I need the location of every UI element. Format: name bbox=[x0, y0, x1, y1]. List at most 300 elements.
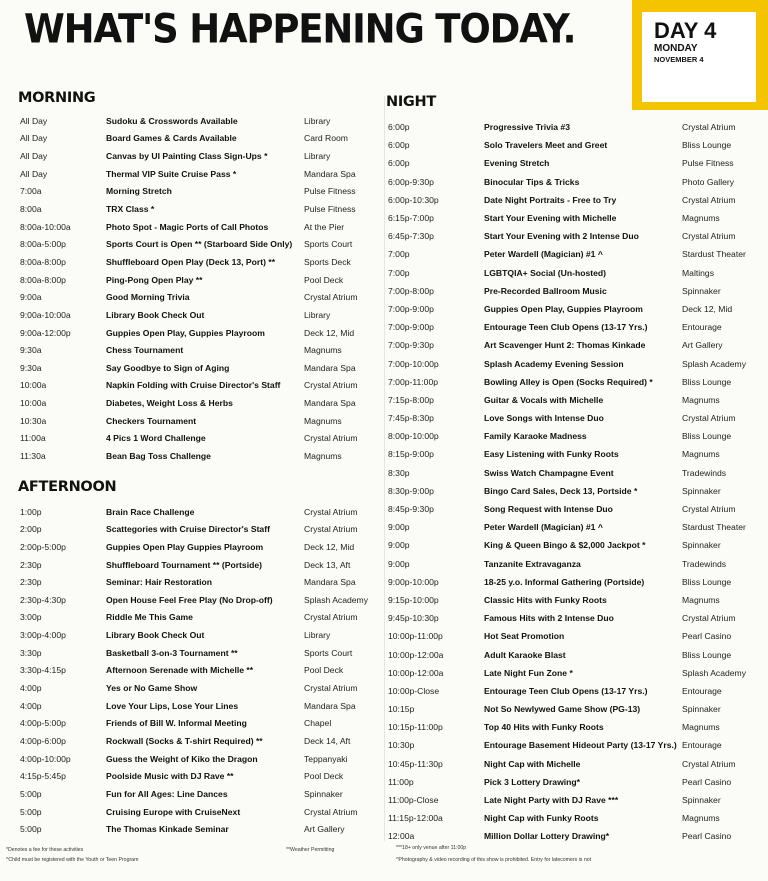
event-name: Board Games & Cards Available bbox=[106, 133, 237, 144]
event-name: Sports Court is Open ** (Starboard Side Only) bbox=[106, 239, 293, 250]
event-name: Adult Karaoke Blast bbox=[484, 649, 566, 660]
schedule-row bbox=[386, 336, 758, 354]
event-time: 9:30a bbox=[20, 362, 42, 373]
event-venue: Deck 12, Mid bbox=[304, 541, 355, 552]
schedule-row bbox=[18, 235, 380, 253]
event-venue: Deck 14, Aft bbox=[304, 735, 351, 746]
event-name: Thermal VIP Suite Cruise Pass * bbox=[106, 168, 237, 179]
event-venue: Bliss Lounge bbox=[682, 140, 732, 151]
event-time: 7:00p-8:00p bbox=[388, 285, 434, 296]
event-venue: Crystal Atrium bbox=[304, 683, 358, 694]
event-name: Chess Tournament bbox=[106, 345, 184, 356]
event-venue: Pool Deck bbox=[304, 665, 344, 676]
schedule-row bbox=[386, 282, 758, 300]
morning-schedule bbox=[18, 112, 380, 465]
event-name: Sudoku & Crosswords Available bbox=[106, 115, 238, 126]
event-name: Shuffleboard Tournament ** (Portside) bbox=[106, 559, 262, 570]
schedule-row bbox=[386, 227, 758, 245]
schedule-row bbox=[18, 112, 380, 130]
event-venue: Crystal Atrium bbox=[304, 612, 358, 623]
schedule-row bbox=[18, 377, 380, 395]
event-name: Start Your Evening with 2 Intense Duo bbox=[484, 231, 639, 242]
event-time: 3:30p-4:15p bbox=[20, 665, 66, 676]
event-name: Hot Seat Promotion bbox=[484, 631, 565, 642]
event-time: 6:00p bbox=[388, 140, 410, 151]
event-time: 11:15p-12:00a bbox=[388, 813, 443, 824]
schedule-row bbox=[18, 820, 380, 838]
event-name: Million Dollar Lottery Drawing* bbox=[484, 831, 610, 842]
event-name: Binocular Tips & Tricks bbox=[484, 176, 580, 187]
event-name: Easy Listening with Funky Roots bbox=[484, 449, 619, 460]
event-name: Seminar: Hair Restoration bbox=[106, 577, 213, 588]
event-name: Diabetes, Weight Loss & Herbs bbox=[106, 398, 233, 409]
event-time: 6:00p-9:30p bbox=[388, 176, 434, 187]
schedule-row bbox=[18, 556, 380, 574]
event-name: Top 40 Hits with Funky Roots bbox=[484, 722, 604, 733]
event-time: 10:15p bbox=[388, 704, 415, 715]
event-venue: Magnums bbox=[304, 415, 342, 426]
schedule-row bbox=[18, 750, 380, 768]
event-venue: Pearl Casino bbox=[682, 631, 732, 642]
schedule-row bbox=[386, 318, 758, 336]
event-time: 9:45p-10:30p bbox=[388, 613, 439, 624]
event-time: 6:00p bbox=[388, 158, 410, 169]
event-time: 3:30p bbox=[20, 647, 42, 658]
schedule-row bbox=[18, 430, 380, 448]
event-venue: Crystal Atrium bbox=[682, 758, 736, 769]
day-badge-panel bbox=[642, 12, 756, 102]
event-time: 1:00p bbox=[20, 506, 42, 517]
event-venue: Crystal Atrium bbox=[682, 413, 736, 424]
event-time: 7:45p-8:30p bbox=[388, 413, 434, 424]
event-name: Riddle Me This Game bbox=[106, 612, 193, 623]
event-name: King & Queen Bingo & $2,000 Jackpot * bbox=[484, 540, 646, 551]
schedule-row bbox=[18, 573, 380, 591]
event-time: 7:00p bbox=[388, 249, 410, 260]
event-name: Entourage Teen Club Opens (13-17 Yrs.) bbox=[484, 322, 648, 333]
schedule-row bbox=[386, 682, 758, 700]
event-venue: Entourage bbox=[682, 322, 722, 333]
event-time: 3:00p-4:00p bbox=[20, 630, 66, 641]
event-time: 2:30p bbox=[20, 577, 42, 588]
event-name: Rockwall (Socks & T-shirt Required) ** bbox=[106, 735, 263, 746]
event-time: 10:00a bbox=[20, 398, 47, 409]
schedule-row bbox=[386, 736, 758, 754]
event-venue: Deck 13, Aft bbox=[304, 559, 351, 570]
event-name: Library Book Check Out bbox=[106, 630, 205, 641]
event-time: 7:00p-10:00p bbox=[388, 358, 439, 369]
event-name: Progressive Trivia #3 bbox=[484, 122, 570, 133]
event-time: 11:00p bbox=[388, 776, 414, 787]
event-venue: Library bbox=[304, 309, 331, 320]
event-name: Checkers Tournament bbox=[106, 415, 197, 426]
event-name: Pick 3 Lottery Drawing* bbox=[484, 776, 580, 787]
event-venue: Spinnaker bbox=[682, 485, 721, 496]
schedule-row bbox=[386, 573, 758, 591]
event-time: 10:45p-11:30p bbox=[388, 758, 443, 769]
event-time: 5:00p bbox=[20, 806, 42, 817]
event-name: Napkin Folding with Cruise Director's Staff bbox=[106, 380, 281, 391]
event-name: Cruising Europe with CruiseNext bbox=[106, 806, 241, 817]
event-venue: Spinnaker bbox=[682, 540, 721, 551]
event-name: Photo Spot - Magic Ports of Call Photos bbox=[106, 221, 269, 232]
event-venue: Magnums bbox=[682, 449, 720, 460]
event-name: Evening Stretch bbox=[484, 158, 550, 169]
event-time: 8:45p-9:30p bbox=[388, 504, 434, 515]
event-venue: Stardust Theater bbox=[682, 522, 746, 533]
schedule-row bbox=[386, 445, 758, 463]
schedule-row bbox=[18, 538, 380, 556]
event-venue: Crystal Atrium bbox=[304, 806, 358, 817]
event-venue: Deck 12, Mid bbox=[304, 327, 355, 338]
footnote-age: ***18+ only venue after 11:00p bbox=[396, 845, 467, 851]
schedule-row bbox=[18, 732, 380, 750]
event-venue: Photo Gallery bbox=[682, 176, 735, 187]
event-time: 6:45p-7:30p bbox=[388, 231, 434, 242]
event-name: Splash Academy Evening Session bbox=[484, 358, 624, 369]
event-time: All Day bbox=[20, 115, 48, 126]
event-time: 9:00a-10:00a bbox=[20, 309, 71, 320]
event-time: 10:00p-11:00p bbox=[388, 631, 443, 642]
schedule-row bbox=[386, 809, 758, 827]
event-time: 10:00p-Close bbox=[388, 685, 440, 696]
event-name: Night Cap with Michelle bbox=[484, 758, 581, 769]
event-name: Pre-Recorded Ballroom Music bbox=[484, 285, 607, 296]
left-column bbox=[18, 88, 380, 838]
event-venue: Tradewinds bbox=[682, 558, 727, 569]
event-name: Entourage Teen Club Opens (13-17 Yrs.) bbox=[484, 685, 648, 696]
event-name: Love Songs with Intense Duo bbox=[484, 413, 604, 424]
event-time: All Day bbox=[20, 168, 48, 179]
event-name: Bingo Card Sales, Deck 13, Portside * bbox=[484, 485, 638, 496]
event-venue: Crystal Atrium bbox=[682, 613, 736, 624]
event-time: 4:15p-5:45p bbox=[20, 771, 66, 782]
event-name: Fun for All Ages: Line Dances bbox=[106, 788, 228, 799]
schedule-row bbox=[386, 773, 758, 791]
event-venue: Mandara Spa bbox=[304, 168, 356, 179]
schedule-row bbox=[18, 394, 380, 412]
event-venue: Mandara Spa bbox=[304, 398, 356, 409]
event-name: Not So Newlywed Game Show (PG-13) bbox=[484, 704, 641, 715]
event-name: Late Night Fun Zone * bbox=[484, 667, 573, 678]
event-venue: Pulse Fitness bbox=[304, 186, 356, 197]
event-time: 7:00p-9:00p bbox=[388, 303, 434, 314]
event-time: 10:00p-12:00a bbox=[388, 667, 444, 678]
schedule-row bbox=[18, 626, 380, 644]
schedule-row bbox=[386, 718, 758, 736]
event-venue: Pulse Fitness bbox=[304, 204, 356, 215]
event-time: 5:00p bbox=[20, 824, 42, 835]
event-time: 8:00a-8:00p bbox=[20, 256, 66, 267]
schedule-row bbox=[18, 130, 380, 148]
event-name: Canvas by UI Painting Class Sign-Ups * bbox=[106, 151, 268, 162]
event-time: 4:00p-10:00p bbox=[20, 753, 71, 764]
night-schedule bbox=[386, 118, 758, 846]
schedule-row bbox=[386, 354, 758, 372]
event-time: 9:00p-10:00p bbox=[388, 576, 439, 587]
schedule-row bbox=[18, 147, 380, 165]
event-time: All Day bbox=[20, 133, 48, 144]
event-name: Peter Wardell (Magician) #1 ^ bbox=[484, 522, 603, 533]
event-venue: Splash Academy bbox=[682, 667, 747, 678]
event-venue: Magnums bbox=[682, 722, 720, 733]
event-time: 4:00p-6:00p bbox=[20, 735, 66, 746]
event-name: Shuffleboard Open Play (Deck 13, Port) ** bbox=[106, 256, 276, 267]
event-time: 2:30p bbox=[20, 559, 42, 570]
footnote-weather: **Weather Permitting bbox=[286, 847, 335, 853]
event-name: Ping-Pong Open Play ** bbox=[106, 274, 203, 285]
event-venue: Crystal Atrium bbox=[682, 504, 736, 515]
event-venue: Splash Academy bbox=[304, 594, 369, 605]
event-time: 10:30a bbox=[20, 415, 47, 426]
event-venue: Crystal Atrium bbox=[304, 380, 358, 391]
event-name: Guitar & Vocals with Michelle bbox=[484, 394, 604, 405]
day-weekday: MONDAY bbox=[654, 43, 698, 54]
event-venue: Magnums bbox=[304, 345, 342, 356]
event-venue: Splash Academy bbox=[682, 358, 747, 369]
afternoon-heading: AFTERNOON bbox=[18, 478, 117, 495]
schedule-row bbox=[18, 609, 380, 627]
event-name: Poolside Music with DJ Rave ** bbox=[106, 771, 234, 782]
event-venue: Art Gallery bbox=[304, 824, 345, 835]
event-venue: Crystal Atrium bbox=[304, 433, 358, 444]
event-venue: Crystal Atrium bbox=[304, 524, 358, 535]
event-venue: Maltings bbox=[682, 267, 714, 278]
event-name: LGBTQIA+ Social (Un-hosted) bbox=[484, 267, 606, 278]
event-name: Scattegories with Cruise Director's Staff bbox=[106, 524, 270, 535]
schedule-row bbox=[386, 191, 758, 209]
morning-heading: MORNING bbox=[18, 90, 96, 106]
event-time: 4:00p bbox=[20, 700, 42, 711]
event-time: 10:30p bbox=[388, 740, 415, 751]
event-venue: Mandara Spa bbox=[304, 362, 356, 373]
schedule-row bbox=[18, 324, 380, 342]
schedule-row bbox=[386, 118, 758, 136]
schedule-row bbox=[18, 412, 380, 430]
event-time: All Day bbox=[20, 151, 48, 162]
schedule-row bbox=[386, 136, 758, 154]
schedule-row bbox=[18, 288, 380, 306]
footnote-photo: ^Photography & video recording of this show is prohibited. Entry for latecomers is not bbox=[396, 857, 592, 863]
event-venue: Deck 12, Mid bbox=[682, 303, 733, 314]
schedule-row bbox=[18, 803, 380, 821]
event-name: Start Your Evening with Michelle bbox=[484, 213, 617, 224]
event-time: 11:00p-Close bbox=[388, 795, 439, 806]
schedule-row bbox=[386, 173, 758, 191]
event-time: 8:30p-9:00p bbox=[388, 485, 434, 496]
event-venue: Entourage bbox=[682, 685, 722, 696]
event-time: 7:00p-9:30p bbox=[388, 340, 434, 351]
event-name: Brain Race Challenge bbox=[106, 506, 195, 517]
event-venue: Magnums bbox=[682, 594, 720, 605]
event-time: 7:00a bbox=[20, 186, 42, 197]
event-time: 7:00p-11:00p bbox=[388, 376, 439, 387]
event-venue: Magnums bbox=[304, 450, 342, 461]
schedule-row bbox=[18, 785, 380, 803]
event-time: 4:00p bbox=[20, 683, 42, 694]
event-time: 9:00p bbox=[388, 558, 410, 569]
schedule-row bbox=[386, 264, 758, 282]
event-venue: Library bbox=[304, 115, 331, 126]
schedule-row bbox=[18, 662, 380, 680]
event-name: Good Morning Trivia bbox=[106, 292, 190, 303]
event-name: Peter Wardell (Magician) #1 ^ bbox=[484, 249, 603, 260]
event-name: Famous Hits with 2 Intense Duo bbox=[484, 613, 614, 624]
event-name: Bean Bag Toss Challenge bbox=[106, 450, 211, 461]
event-venue: Tradewinds bbox=[682, 467, 727, 478]
event-name: Morning Stretch bbox=[106, 186, 172, 197]
schedule-row bbox=[18, 359, 380, 377]
event-time: 8:30p bbox=[388, 467, 410, 478]
event-time: 9:00p bbox=[388, 540, 410, 551]
event-name: Family Karaoke Madness bbox=[484, 431, 587, 442]
event-name: Tanzanite Extravaganza bbox=[484, 558, 581, 569]
event-venue: Sports Court bbox=[304, 239, 353, 250]
event-name: Night Cap with Funky Roots bbox=[484, 813, 599, 824]
event-time: 9:00a-12:00p bbox=[20, 327, 71, 338]
event-name: Guppies Open Play Guppies Playroom bbox=[106, 541, 264, 552]
schedule-row bbox=[386, 500, 758, 518]
schedule-row bbox=[386, 482, 758, 500]
event-name: Date Night Portraits - Free to Try bbox=[484, 194, 617, 205]
schedule-row bbox=[386, 555, 758, 573]
event-name: Say Goodbye to Sign of Aging bbox=[106, 362, 230, 373]
event-name: Basketball 3-on-3 Tournament ** bbox=[106, 647, 238, 658]
schedule-row bbox=[386, 700, 758, 718]
event-name: Love Your Lips, Lose Your Lines bbox=[106, 700, 239, 711]
event-time: 8:00p-10:00p bbox=[388, 431, 439, 442]
schedule-row bbox=[18, 253, 380, 271]
schedule-row bbox=[18, 341, 380, 359]
event-venue: Entourage bbox=[682, 740, 722, 751]
event-time: 8:00a-10:00a bbox=[20, 221, 71, 232]
event-name: Yes or No Game Show bbox=[106, 683, 198, 694]
schedule-row bbox=[386, 300, 758, 318]
event-time: 4:00p-5:00p bbox=[20, 718, 66, 729]
event-time: 9:30a bbox=[20, 345, 42, 356]
event-time: 8:00a bbox=[20, 204, 42, 215]
event-time: 6:00p-10:30p bbox=[388, 194, 439, 205]
event-venue: Crystal Atrium bbox=[304, 506, 358, 517]
event-name: Song Request with Intense Duo bbox=[484, 504, 613, 515]
event-time: 3:00p bbox=[20, 612, 42, 623]
schedule-row bbox=[18, 767, 380, 785]
schedule-row bbox=[386, 827, 758, 845]
schedule-row bbox=[386, 409, 758, 427]
event-time: 6:00p bbox=[388, 122, 410, 133]
event-venue: Bliss Lounge bbox=[682, 576, 732, 587]
event-venue: Magnums bbox=[682, 394, 720, 405]
schedule-row bbox=[18, 271, 380, 289]
schedule-row bbox=[386, 755, 758, 773]
event-venue: Pool Deck bbox=[304, 274, 344, 285]
event-name: Bowling Alley is Open (Socks Required) * bbox=[484, 376, 653, 387]
event-venue: Magnums bbox=[682, 213, 720, 224]
schedule-row bbox=[386, 609, 758, 627]
schedule-row bbox=[386, 791, 758, 809]
afternoon-schedule bbox=[18, 503, 380, 838]
event-time: 9:15p-10:00p bbox=[388, 594, 439, 605]
event-venue: Sports Deck bbox=[304, 256, 351, 267]
event-venue: Pearl Casino bbox=[682, 776, 732, 787]
schedule-row bbox=[386, 373, 758, 391]
event-venue: Mandara Spa bbox=[304, 700, 356, 711]
event-time: 2:00p-5:00p bbox=[20, 541, 66, 552]
schedule-row bbox=[18, 183, 380, 201]
schedule-row bbox=[18, 200, 380, 218]
event-venue: Spinnaker bbox=[304, 788, 343, 799]
schedule-row bbox=[18, 165, 380, 183]
schedule-row bbox=[18, 447, 380, 465]
event-name: Guppies Open Play, Guppies Playroom bbox=[106, 327, 265, 338]
day-date: NOVEMBER 4 bbox=[654, 55, 704, 64]
schedule-row bbox=[386, 464, 758, 482]
event-name: Solo Travelers Meet and Greet bbox=[484, 140, 608, 151]
event-time: 10:00a bbox=[20, 380, 47, 391]
schedule-row bbox=[18, 591, 380, 609]
event-name: Library Book Check Out bbox=[106, 309, 205, 320]
event-time: 8:00a-8:00p bbox=[20, 274, 66, 285]
event-time: 11:00a bbox=[20, 433, 46, 444]
page-title: WHAT'S HAPPENING TODAY. bbox=[24, 6, 576, 53]
event-name: Entourage Basement Hideout Party (13-17 Yrs.) bbox=[484, 740, 677, 751]
event-name: Art Scavenger Hunt 2: Thomas Kinkade bbox=[484, 340, 646, 351]
event-time: 7:00p bbox=[388, 267, 410, 278]
event-venue: Library bbox=[304, 151, 331, 162]
schedule-row bbox=[386, 391, 758, 409]
event-time: 10:15p-11:00p bbox=[388, 722, 443, 733]
right-column bbox=[386, 92, 758, 846]
schedule-row bbox=[386, 591, 758, 609]
schedule-row bbox=[18, 679, 380, 697]
schedule-row bbox=[18, 503, 380, 521]
schedule-row bbox=[386, 536, 758, 554]
event-venue: Library bbox=[304, 630, 331, 641]
event-venue: Bliss Lounge bbox=[682, 649, 732, 660]
event-name: TRX Class * bbox=[106, 204, 155, 215]
night-heading: NIGHT bbox=[386, 94, 436, 110]
event-venue: At the Pier bbox=[304, 221, 345, 232]
event-time: 5:00p bbox=[20, 788, 42, 799]
event-venue: Spinnaker bbox=[682, 285, 721, 296]
schedule-row bbox=[18, 520, 380, 538]
event-venue: Stardust Theater bbox=[682, 249, 746, 260]
event-name: Afternoon Serenade with Michelle ** bbox=[106, 665, 254, 676]
event-time: 7:15p-8:00p bbox=[388, 394, 434, 405]
event-venue: Spinnaker bbox=[682, 795, 721, 806]
event-name: The Thomas Kinkade Seminar bbox=[106, 824, 229, 835]
event-venue: Sports Court bbox=[304, 647, 353, 658]
event-time: 11:30a bbox=[20, 450, 46, 461]
event-name: 4 Pics 1 Word Challenge bbox=[106, 433, 206, 444]
event-name: Swiss Watch Champagne Event bbox=[484, 467, 614, 478]
footnote-fee: *Denotes a fee for these activities bbox=[6, 847, 84, 853]
event-name: Classic Hits with Funky Roots bbox=[484, 594, 607, 605]
schedule-row bbox=[18, 697, 380, 715]
schedule-row bbox=[386, 664, 758, 682]
event-venue: Crystal Atrium bbox=[304, 292, 358, 303]
event-time: 10:00p-12:00a bbox=[388, 649, 444, 660]
event-venue: Crystal Atrium bbox=[682, 122, 736, 133]
schedule-row bbox=[386, 245, 758, 263]
day-number: DAY 4 bbox=[654, 18, 717, 43]
schedule-row bbox=[386, 209, 758, 227]
schedule-row bbox=[386, 427, 758, 445]
event-name: Late Night Party with DJ Rave *** bbox=[484, 795, 619, 806]
schedule-row bbox=[386, 154, 758, 172]
event-venue: Pearl Casino bbox=[682, 831, 732, 842]
event-venue: Crystal Atrium bbox=[682, 231, 736, 242]
